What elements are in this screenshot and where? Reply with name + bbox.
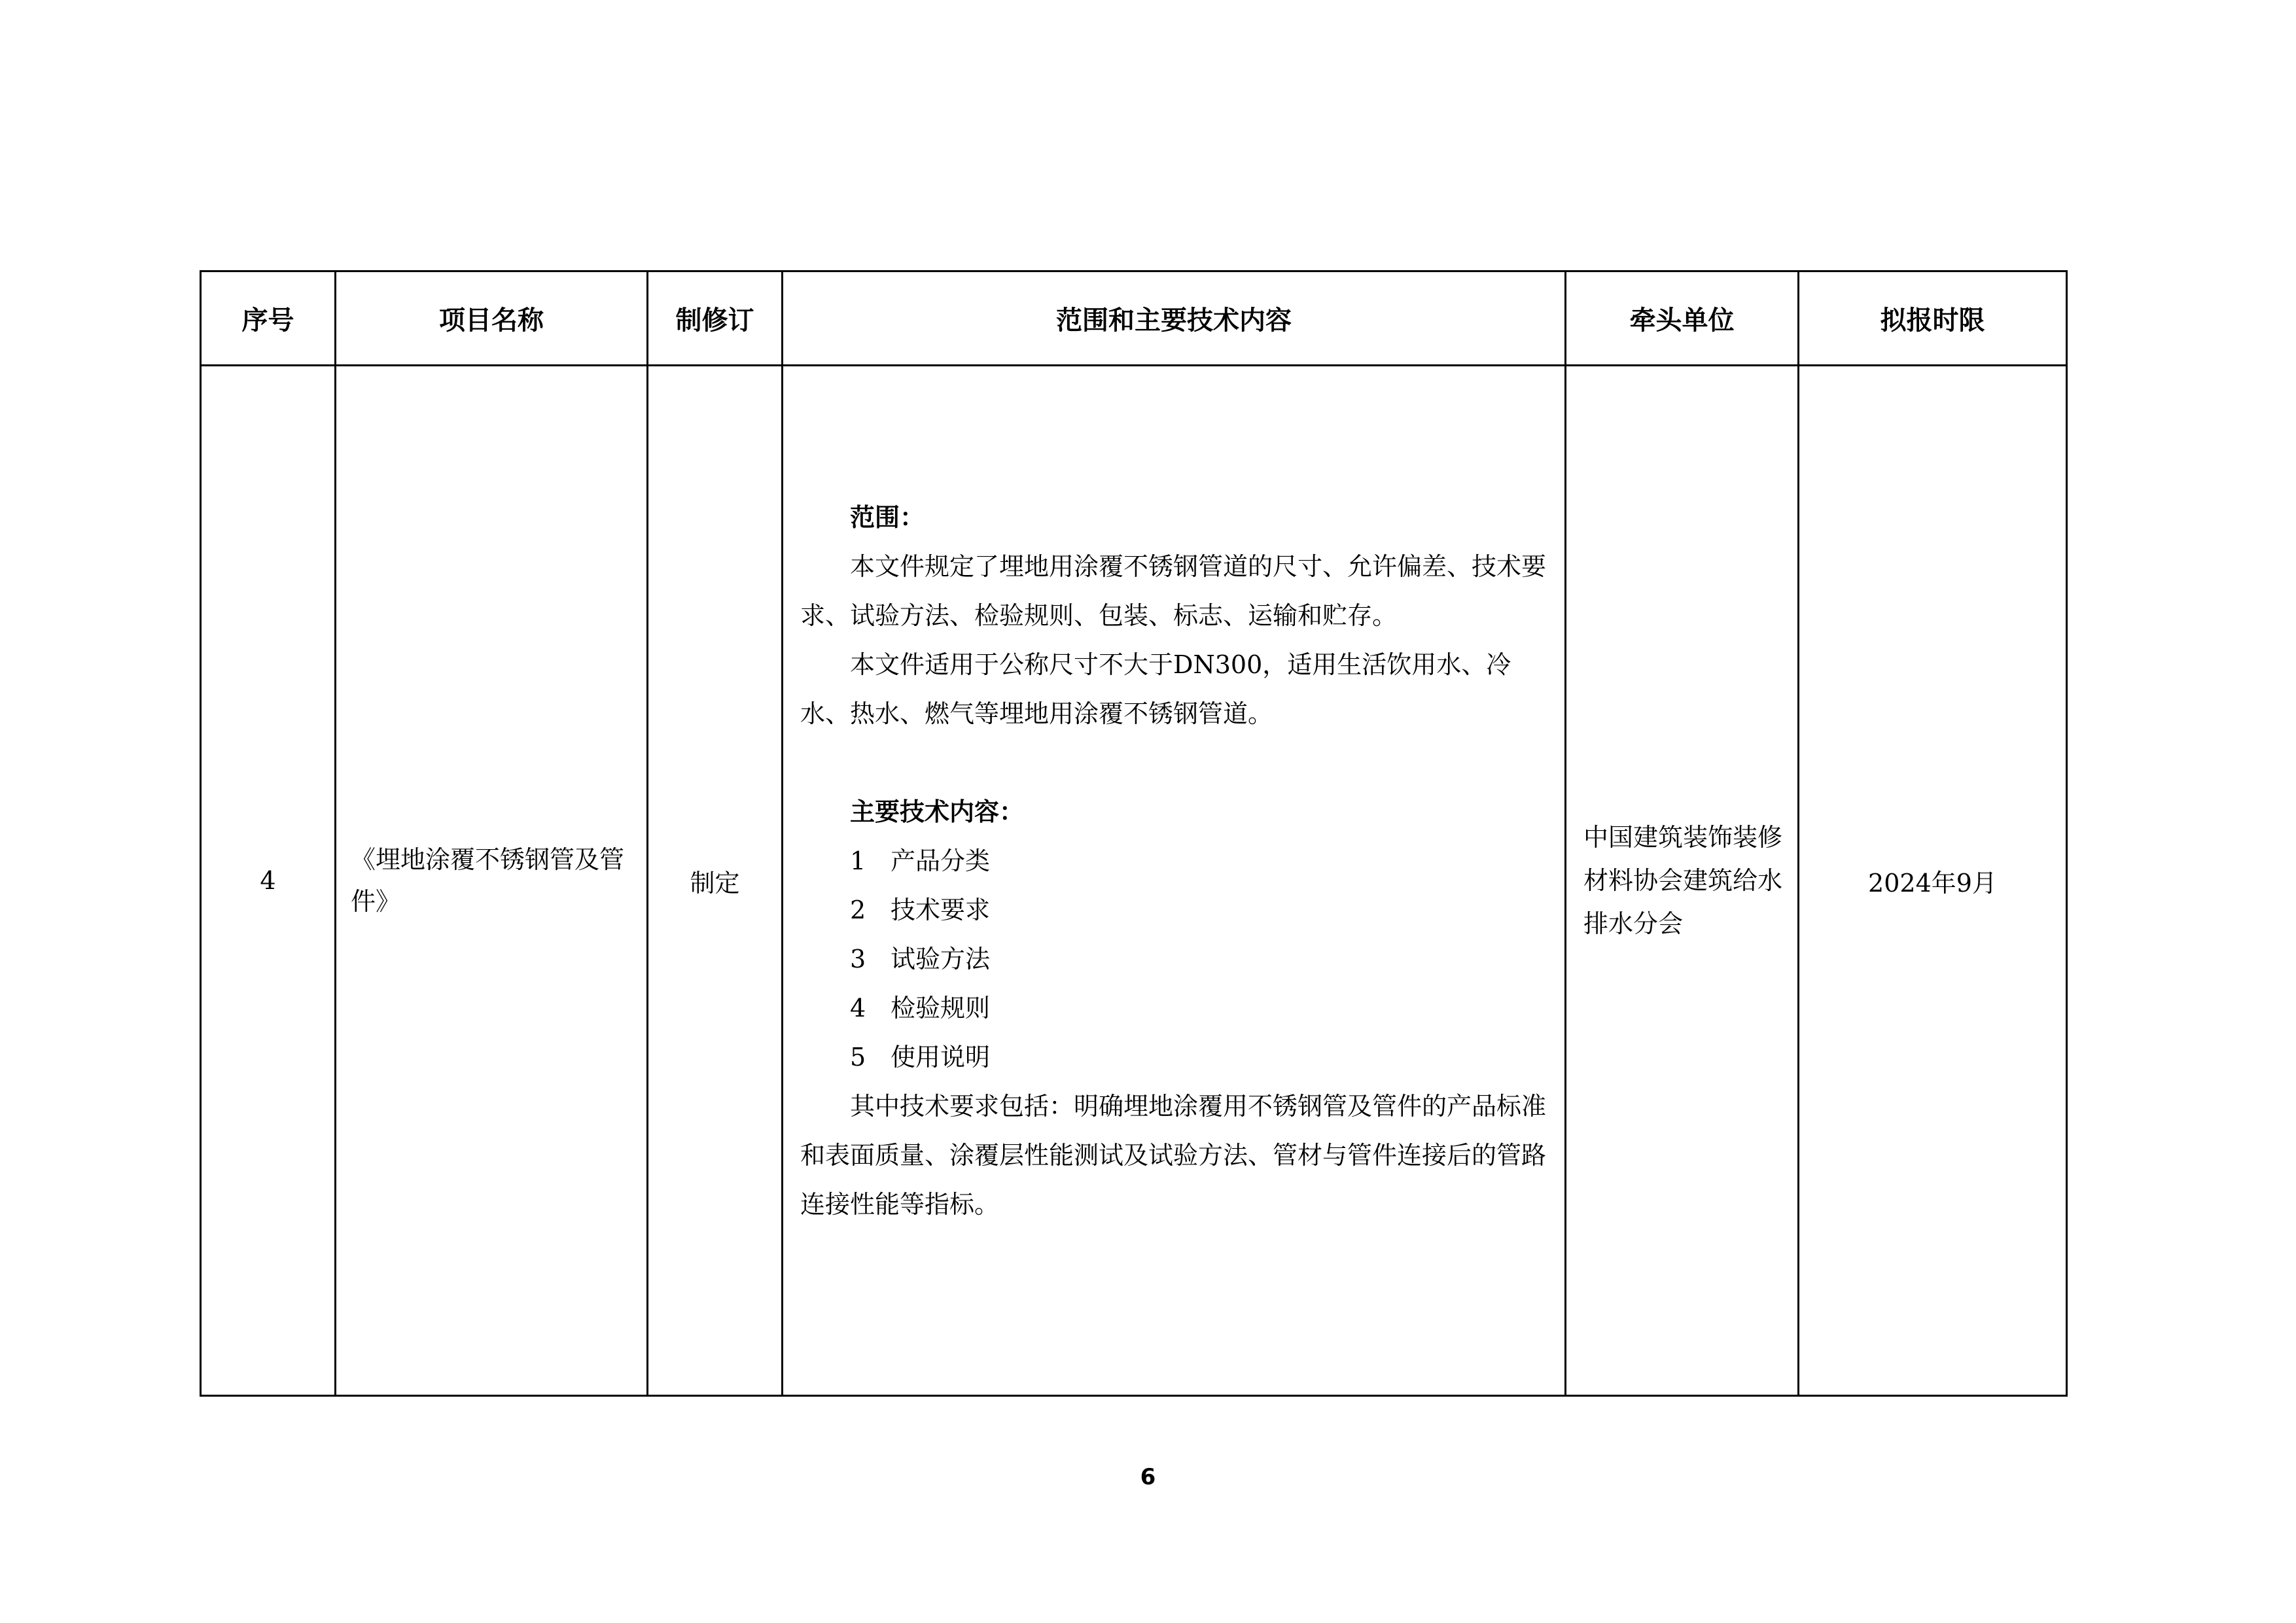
cell-seq: 4 [201,366,336,1396]
list-item [800,1033,1547,1082]
header-name: 项目名称 [336,271,648,366]
project-table [200,270,2068,1397]
list-item-text: 试验方法 [891,944,991,973]
list-item-text: 技术要求 [891,895,991,924]
list-item [800,886,1547,935]
list-item-text: 使用说明 [891,1042,991,1072]
cell-project-name: 《埋地涂覆不锈钢管及管件》 [336,366,648,1396]
cell-lead-unit: 中国建筑装饰装修材料协会建筑给水排水分会 [1566,366,1799,1396]
list-item [800,984,1547,1033]
list-item-number: 2 [850,895,866,924]
list-item-number: 1 [850,846,866,875]
list-item-text: 检验规则 [891,993,991,1022]
scope-paragraph-1: 本文件规定了埋地用涂覆不锈钢管道的尺寸、允许偏差、技术要求、试验方法、检验规则、包装、标志、运输和贮存。 [800,551,1547,630]
table-header-row [201,271,2067,366]
scope-paragraph-2: 本文件适用于公称尺寸不大于DN300，适用生活饮用水、冷水、热水、燃气等埋地用涂覆不锈钢管道。 [800,650,1511,728]
tech-paragraph: 其中技术要求包括：明确埋地涂覆用不锈钢管及管件的产品标准和表面质量、涂覆层性能测试及试验方法、管材与管件连接后的管路连接性能等指标。 [800,1091,1547,1219]
cell-deadline: 2024年9月 [1799,366,2067,1396]
content-block [800,493,1547,1229]
header-unit: 牵头单位 [1566,271,1799,366]
table-row [201,366,2067,1396]
page-number: 6 [1140,1464,1156,1490]
header-deadline: 拟报时限 [1799,271,2067,366]
list-item [800,837,1547,886]
list-item-text: 产品分类 [891,846,991,875]
header-type: 制修订 [648,271,783,366]
list-item-number: 5 [850,1042,866,1072]
header-content: 范围和主要技术内容 [783,271,1566,366]
scope-heading: 范围： [850,502,925,532]
list-item-number: 3 [850,944,866,973]
list-item [800,935,1547,984]
spacer [800,739,1547,788]
cell-content [783,366,1566,1396]
cell-type: 制定 [648,366,783,1396]
header-seq: 序号 [201,271,336,366]
tech-heading: 主要技术内容： [850,797,1025,826]
list-item-number: 4 [850,993,866,1022]
